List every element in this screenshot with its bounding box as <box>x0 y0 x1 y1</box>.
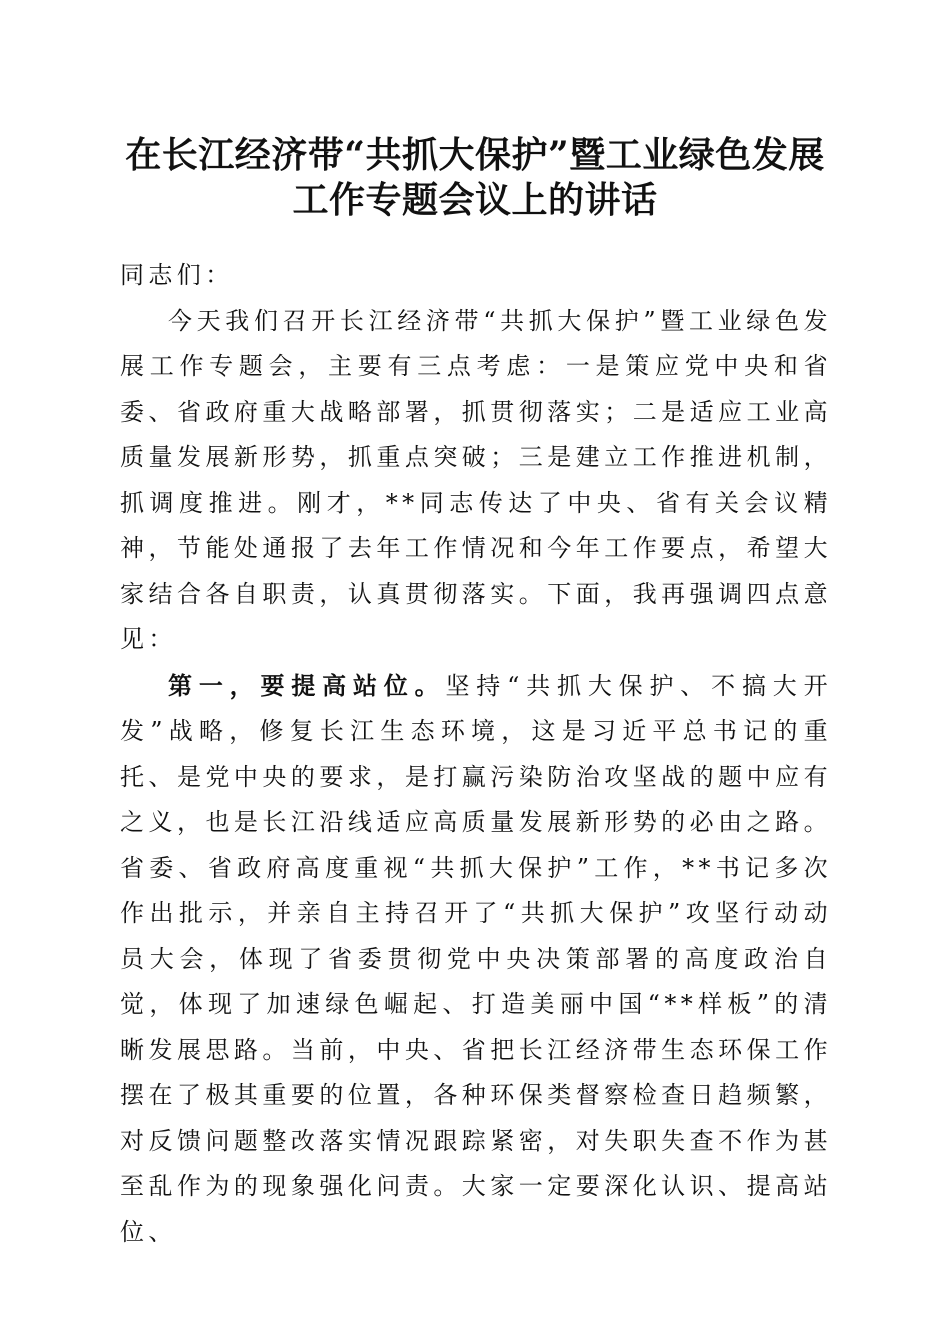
document-body <box>120 253 832 1255</box>
document-title <box>100 133 850 223</box>
paragraph-2 <box>120 663 832 1256</box>
title-line-1: 在长江经济带“共抓大保护”暨工业绿色发展 <box>125 134 825 176</box>
paragraph-2-text: 坚持“共抓大保护、不搞大开发”战略，修复长江生态环境，这是习近平总书记的重托、是党中央的要求，是打赢污染防治攻坚战的题中应有之义，也是长江沿线适应高质量发展新形势的必由之路。省委、省政府高度重视“共抓大保护”工作，**书记多次作出批示，并亲自主持召开了“共抓大保护”攻坚行动动员大会，体现了省委贯彻党中央决策部署的高度政治自觉，体现了加速绿色崛起、打造美丽中国“**样板”的清晰发展思路。当前，中央、省把长江经济带生态环保工作摆在了极其重要的位置，各种环保类督察检查日趋频繁，对反馈问题整改落实情况跟踪紧密，对失职失查不作为甚至乱作为的现象强化问责。大家一定要深化认识、提高站位、 <box>120 671 833 1246</box>
paragraph-1: 今天我们召开长江经济带“共抓大保护”暨工业绿色发展工作专题会，主要有三点考虑：一是策应党中央和省委、省政府重大战略部署，抓贯彻落实；二是适应工业高质量发展新形势，抓重点突破；三是建立工作推进机制，抓调度推进。刚才，**同志传达了中央、省有关会议精神，节能处通报了去年工作情况和今年工作要点，希望大家结合各自职责，认真贯彻落实。下面，我再强调四点意见： <box>120 306 832 653</box>
title-line-2: 工作专题会议上的讲话 <box>292 179 658 221</box>
paragraph-2-lead: 第一，要提高站位。 <box>168 670 446 700</box>
salutation: 同志们： <box>120 261 234 289</box>
